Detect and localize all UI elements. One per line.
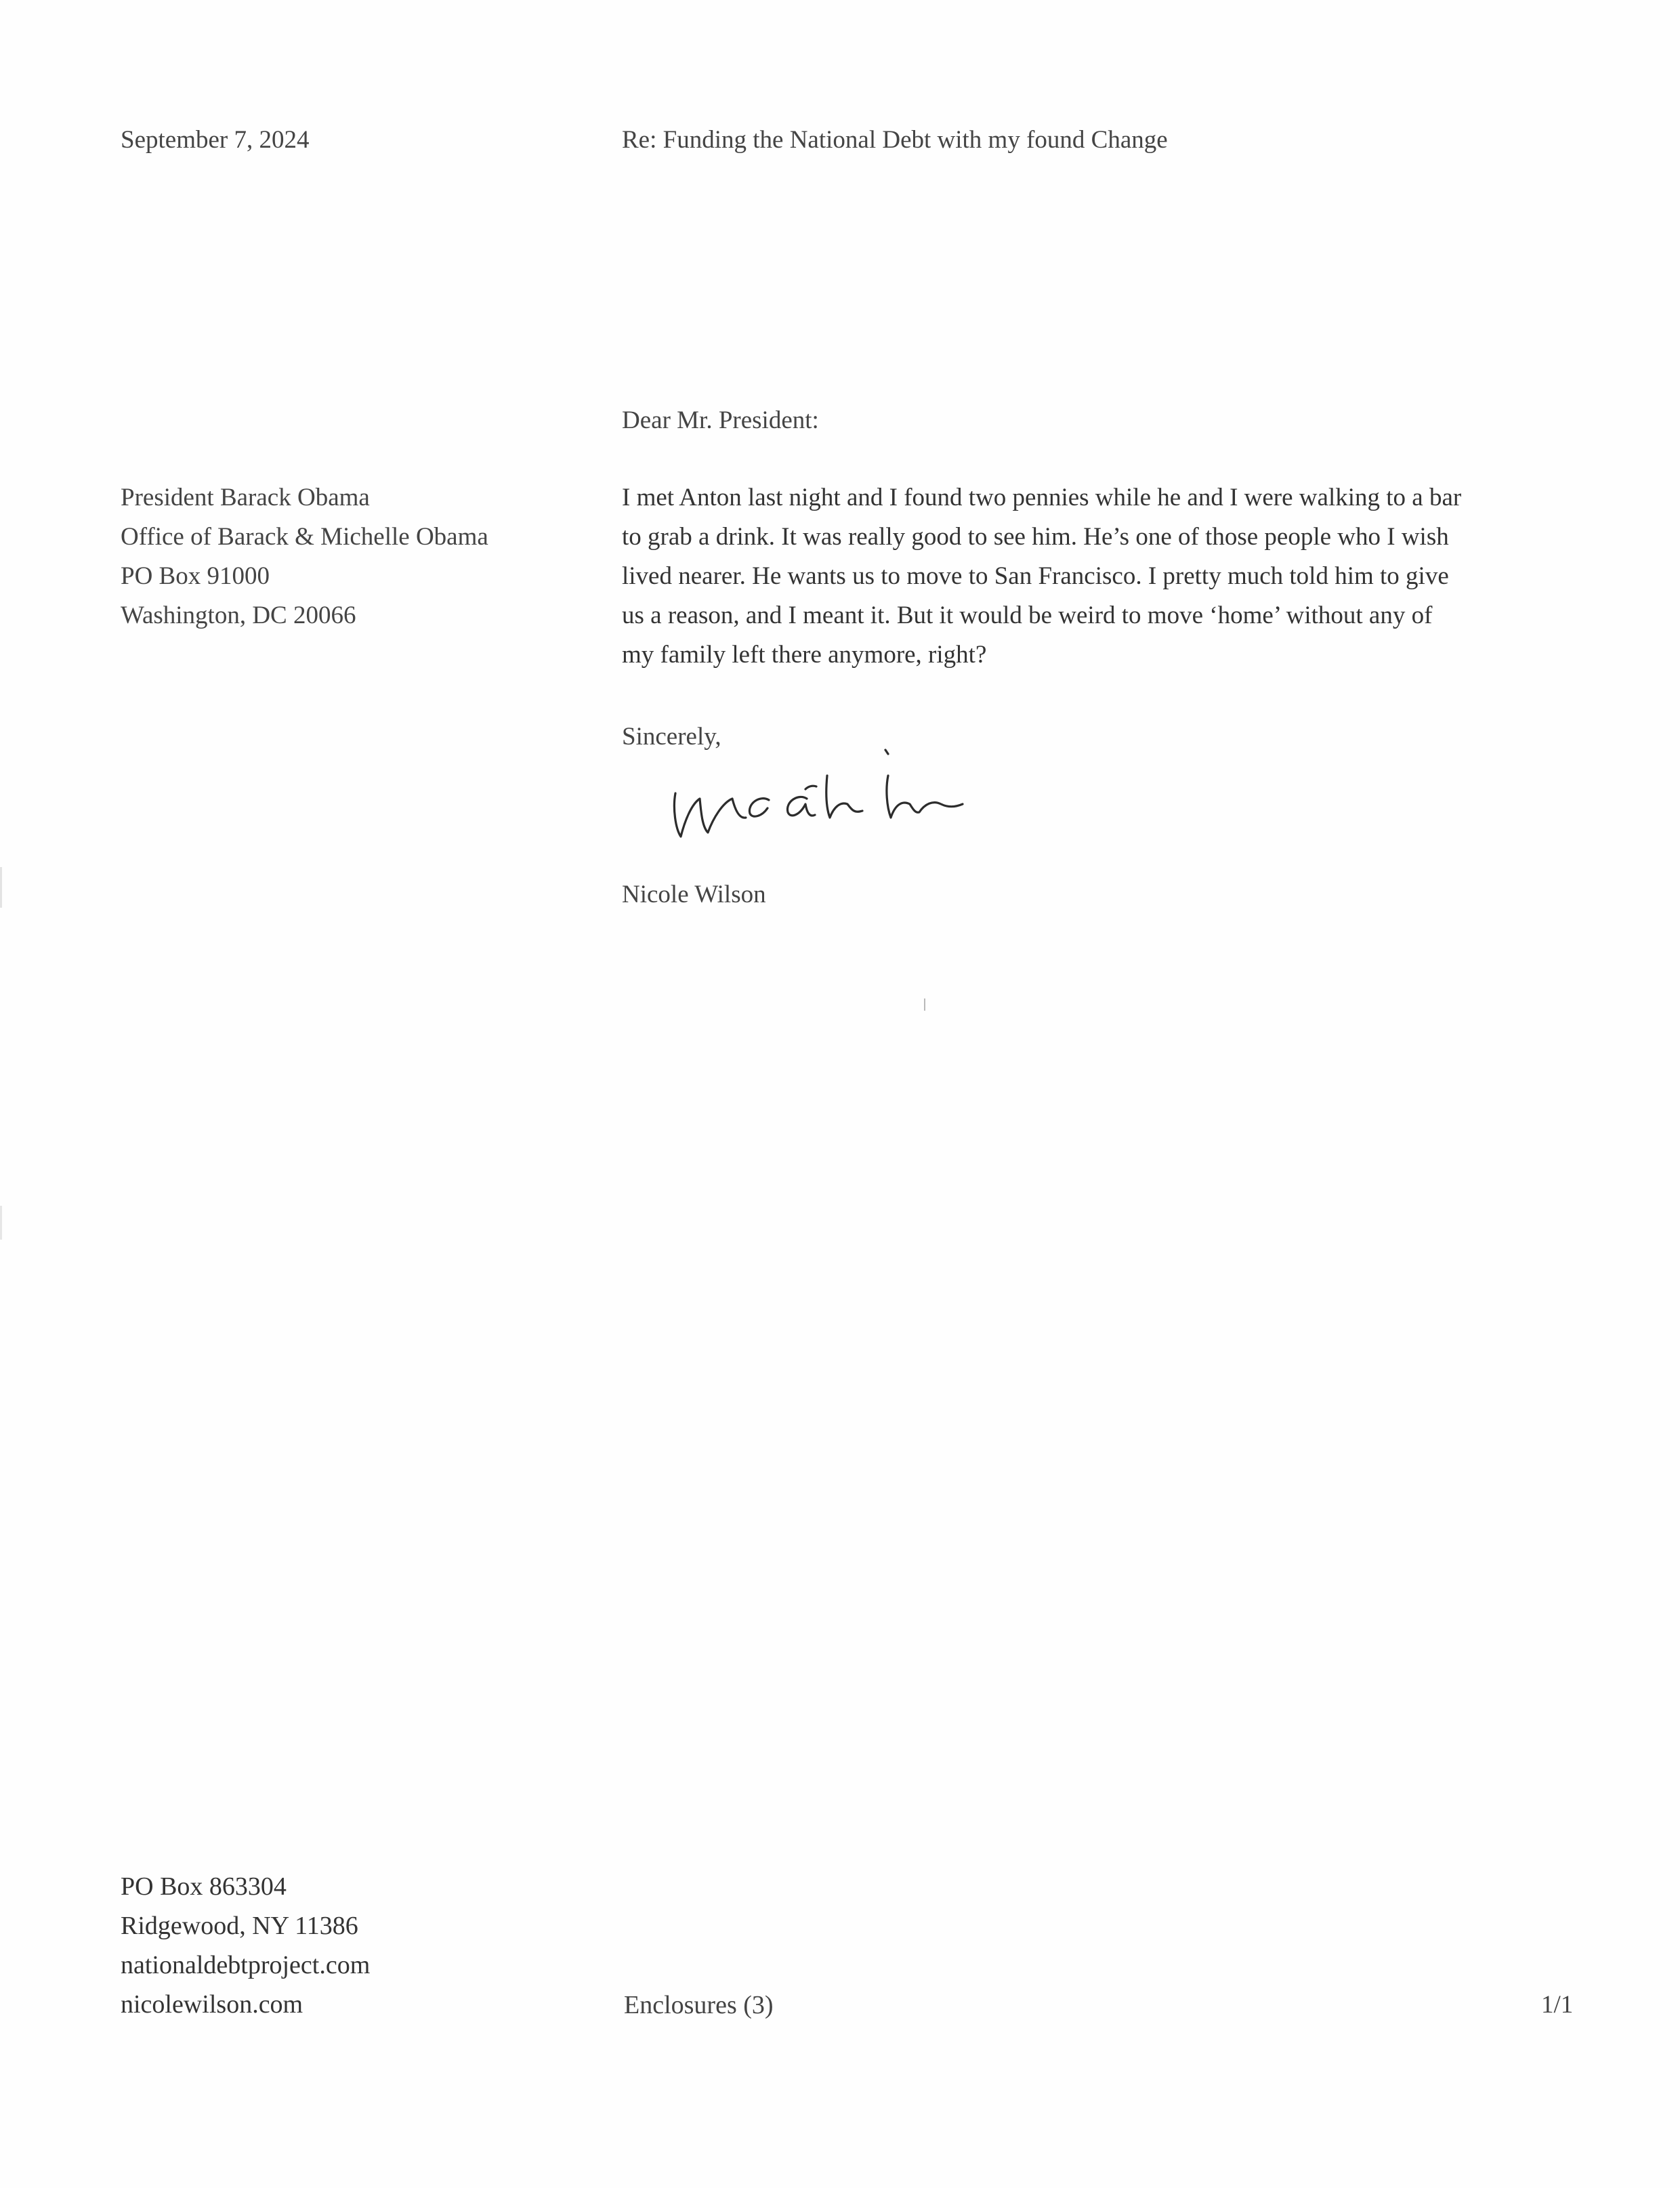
recipient-line: Washington, DC 20066 — [121, 602, 356, 629]
letter-body — [622, 478, 1550, 675]
recipient-line: PO Box 91000 — [121, 562, 270, 590]
letter-subject: Re: Funding the National Debt with my found Change — [622, 126, 1168, 154]
closing: Sincerely, — [622, 723, 721, 751]
page-number: 1/1 — [1541, 1991, 1574, 2019]
scan-speck — [924, 998, 925, 1011]
body-line: to grab a drink. It was really good to see him. He’s one of those people who I wish — [622, 523, 1449, 551]
recipient-line: President Barack Obama — [121, 484, 370, 511]
scan-edge-shadow — [0, 867, 2, 908]
signer-name: Nicole Wilson — [622, 881, 766, 908]
scan-edge-shadow — [0, 1206, 2, 1240]
salutation: Dear Mr. President: — [622, 406, 819, 434]
body-line: lived nearer. He wants us to move to San Francisco. I pretty much told him to give — [622, 562, 1449, 590]
letter-date: September 7, 2024 — [121, 126, 310, 154]
enclosures-note: Enclosures (3) — [624, 1991, 774, 2019]
recipient-address — [121, 478, 595, 635]
sender-website: nationaldebtproject.com — [121, 1951, 371, 1979]
body-line: I met Anton last night and I found two pennies while he and I were walking to a bar — [622, 484, 1462, 511]
handwritten-signature — [660, 734, 999, 852]
sender-address — [121, 1867, 370, 2024]
recipient-line: Office of Barack & Michelle Obama — [121, 523, 488, 551]
sender-website: nicolewilson.com — [121, 1990, 303, 2019]
sender-address-line: Ridgewood, NY 11386 — [121, 1912, 358, 1940]
body-line: my family left there anymore, right? — [622, 641, 987, 669]
body-line: us a reason, and I meant it. But it would be weird to move ‘home’ without any of — [622, 602, 1433, 629]
sender-address-line: PO Box 863304 — [121, 1872, 287, 1901]
